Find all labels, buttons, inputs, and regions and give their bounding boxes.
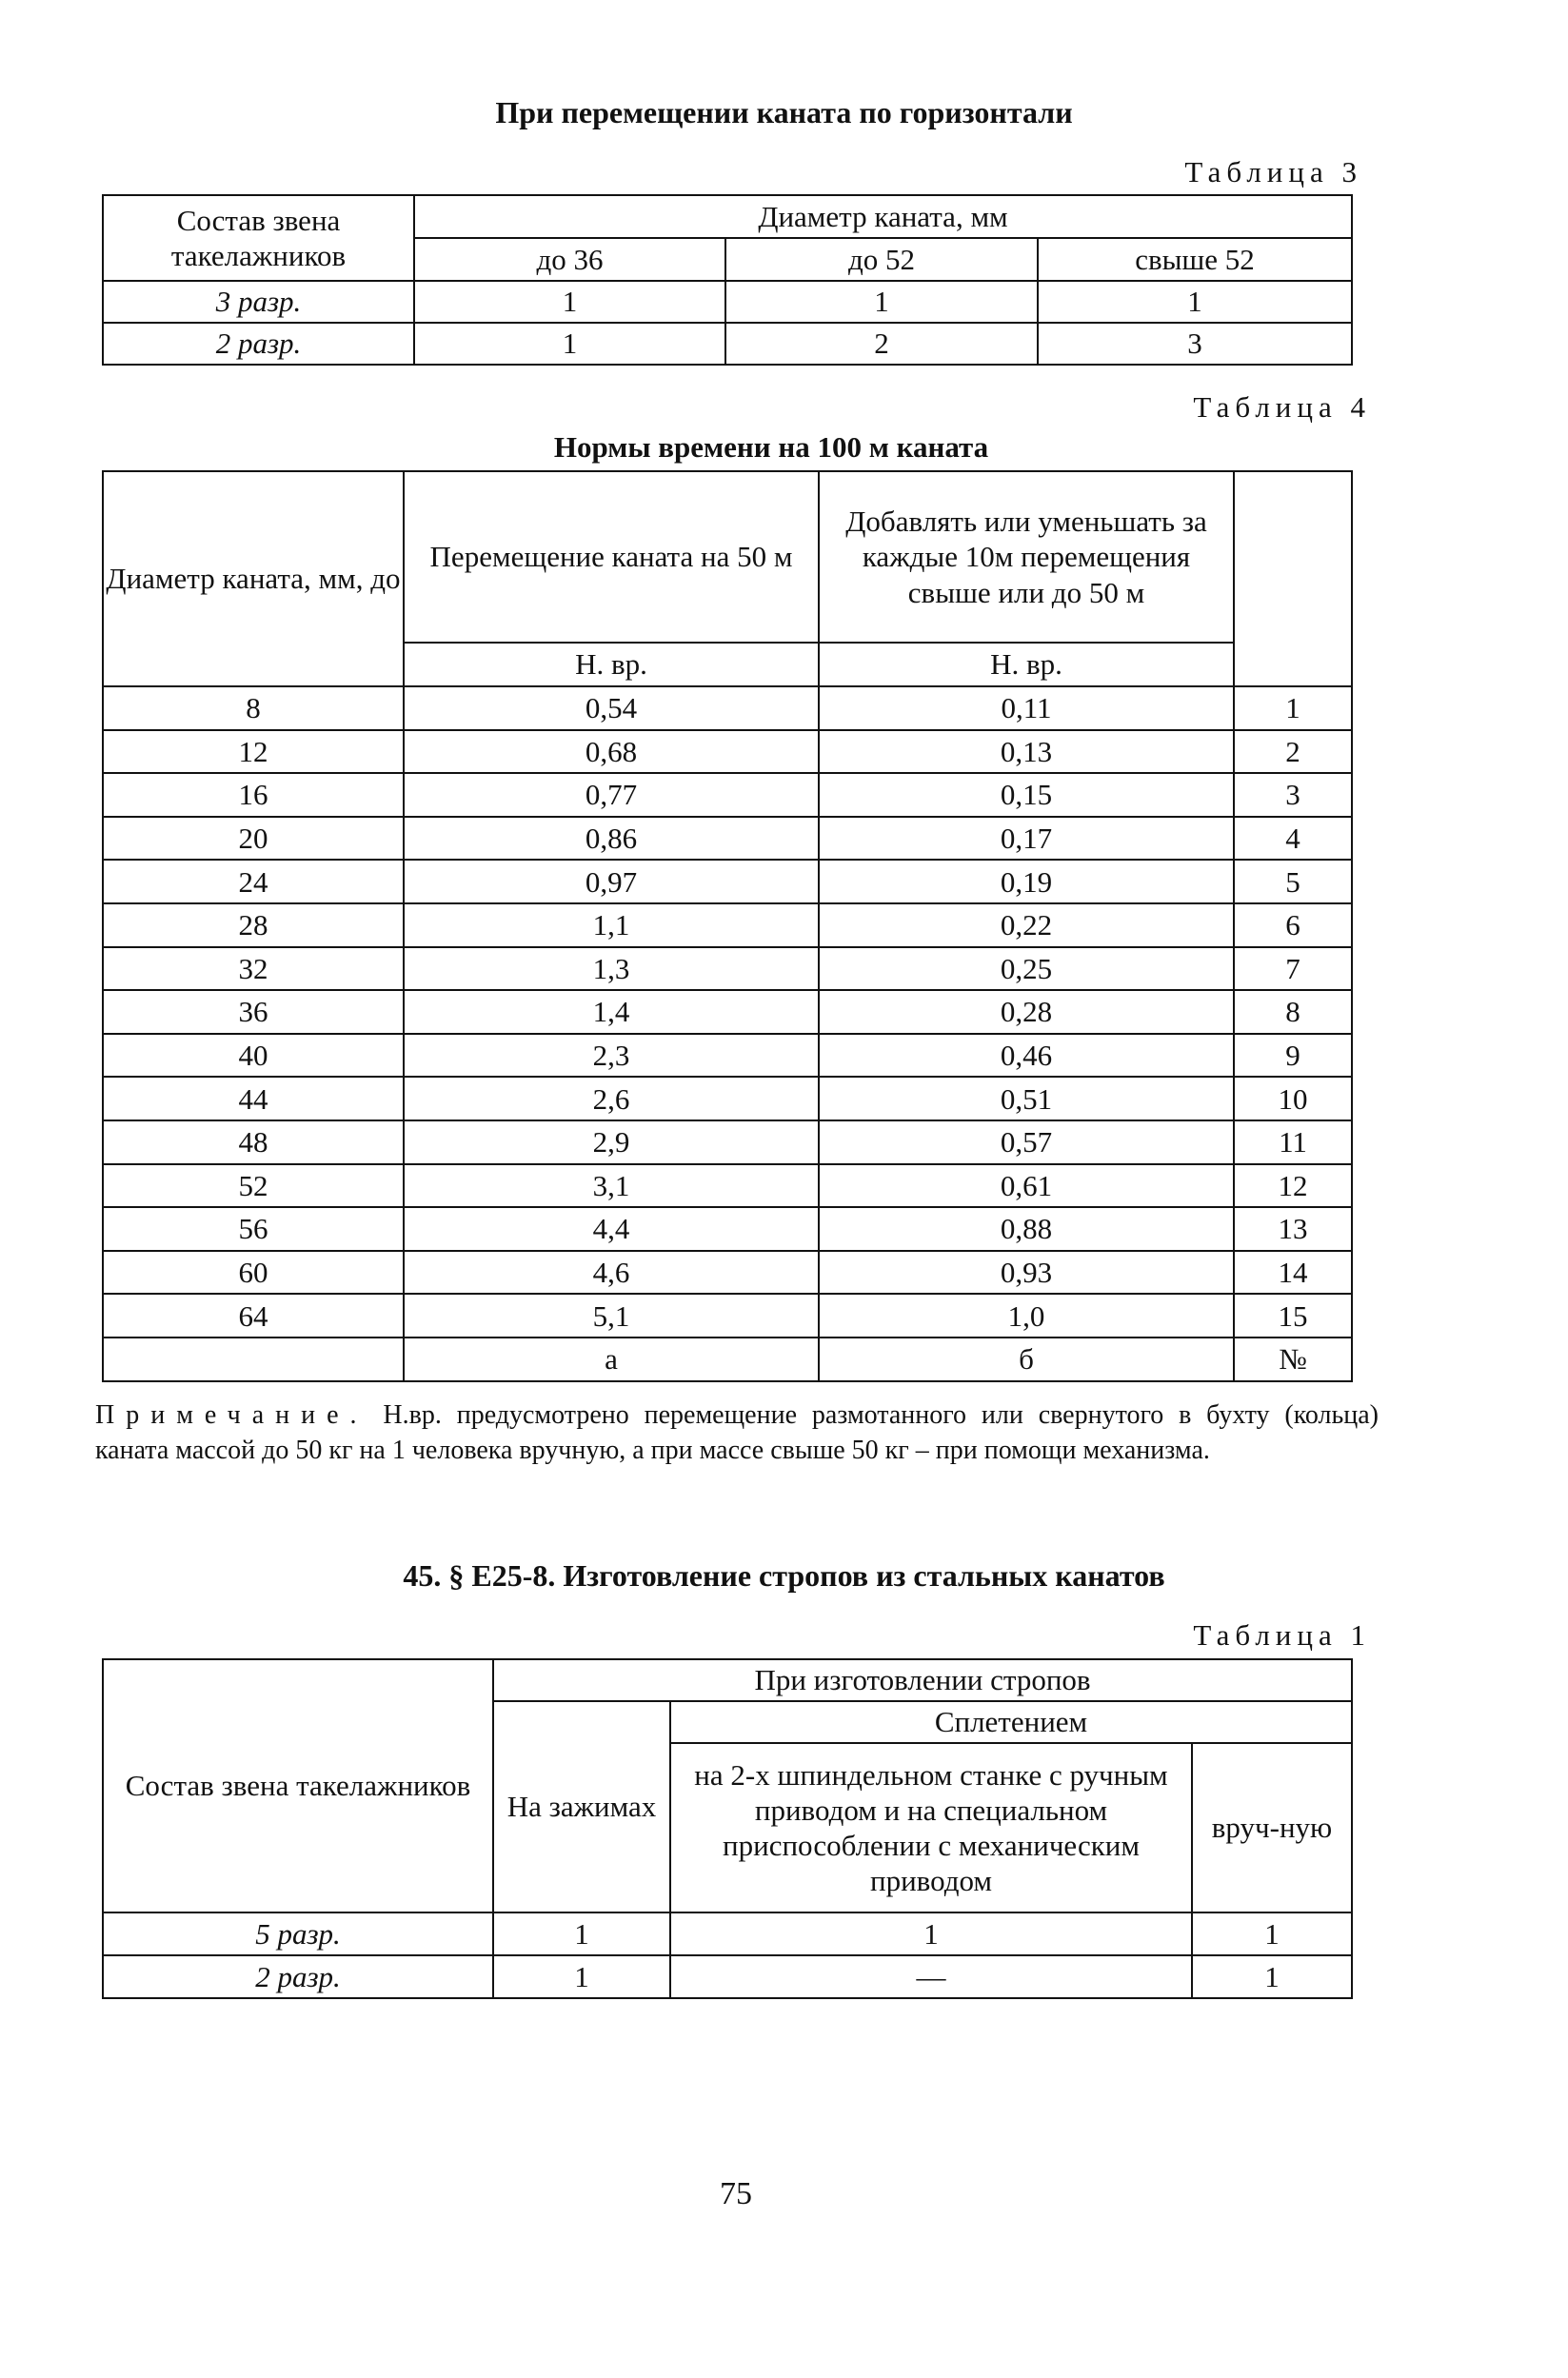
table1-head-weaving: Сплетением [670,1701,1352,1743]
table-cell: 1 [493,1955,670,1998]
table4-cell-a: 1,3 [404,947,819,991]
table4-cell-n: 4 [1234,817,1352,861]
table-cell: 1 [1192,1955,1352,1998]
table4-cell-a: 0,68 [404,730,819,774]
table-row [103,730,1352,774]
table4-cell-b: 0,61 [819,1164,1234,1208]
table3 [102,194,1353,366]
table-row [103,990,1352,1034]
table4-cell-a: 5,1 [404,1294,819,1338]
table4-unit-a: Н. вр. [404,643,819,686]
table4-cell-d: 32 [103,947,404,991]
rank-cell: 2 разр. [103,323,414,365]
table4-cell-d: 24 [103,860,404,903]
table1-head-composition: Состав звена такелажников [103,1659,493,1912]
table1 [102,1658,1353,1999]
page-number: 75 [720,2176,752,2211]
table4-cell-b: 0,51 [819,1077,1234,1120]
table4-cell-n: 3 [1234,773,1352,817]
table4-head-diameter: Диаметр каната, мм, до [103,471,404,686]
table4-cell-d: 28 [103,903,404,947]
table3-head-diameter: Диаметр каната, мм [414,195,1352,238]
table4-cell-a: 0,86 [404,817,819,861]
table4-cell-n: 15 [1234,1294,1352,1338]
table-cell: 2 [725,323,1038,365]
table-row [103,1164,1352,1208]
table4-cell-b: 0,46 [819,1034,1234,1078]
table4-cell-n: 8 [1234,990,1352,1034]
table4-cell-a: 0,77 [404,773,819,817]
rank-cell: 2 разр. [103,1955,493,1998]
table4-cell-d: 64 [103,1294,404,1338]
table4-cell-n: 7 [1234,947,1352,991]
table4-footer-row [103,1338,1352,1381]
table-cell: 1 [1192,1912,1352,1955]
table4 [102,470,1353,1382]
table4-cell-n: 11 [1234,1120,1352,1164]
table4-head-empty [1234,471,1352,686]
table-row [103,947,1352,991]
table4-head-move: Перемещение каната на 50 м [404,471,819,643]
rank-cell: 5 разр. [103,1912,493,1955]
note-text: Н.вр. предусмотрено перемещение размотанного или свернутого в бухту (кольца) каната массой до 50 кг на 1 человека вручную, а при массе свыше 50 кг – при помощи механизма. [95,1400,1379,1465]
table-row [103,817,1352,861]
table4-cell-n: 12 [1234,1164,1352,1208]
table1-head-manual: вруч-ную [1192,1743,1352,1912]
table4-cell-b: 0,28 [819,990,1234,1034]
table-row [103,323,1352,365]
section-heading: 45. § Е25-8. Изготовление стропов из стальных канатов [403,1558,1165,1593]
table4-footer-b: б [819,1338,1234,1381]
table4-footer-n: № [1234,1338,1352,1381]
table-row [103,1955,1352,1998]
table-row [103,1207,1352,1251]
table4-cell-a: 3,1 [404,1164,819,1208]
table4-cell-a: 1,4 [404,990,819,1034]
table4-label: Таблица 4 [1193,390,1371,424]
table4-cell-a: 4,4 [404,1207,819,1251]
table-row [103,1251,1352,1295]
table-row [103,860,1352,903]
table-row [103,1294,1352,1338]
table4-title: Нормы времени на 100 м каната [553,430,989,464]
table1-head-machine: на 2-х шпиндельном станке с ручным приводом и на специальном приспособлении с механическим приводом [670,1743,1192,1912]
table4-cell-a: 2,3 [404,1034,819,1078]
table4-unit-b: Н. вр. [819,643,1234,686]
table4-cell-d: 48 [103,1120,404,1164]
table1-head-clamps: На зажимах [493,1701,670,1912]
table-row [103,903,1352,947]
table4-cell-n: 6 [1234,903,1352,947]
table3-col-header: до 52 [725,238,1038,281]
table4-cell-a: 0,97 [404,860,819,903]
table3-head-composition: Состав звена такелажников [103,195,414,281]
table-row [103,773,1352,817]
table4-cell-d: 52 [103,1164,404,1208]
table-row [103,1120,1352,1164]
table4-cell-d: 12 [103,730,404,774]
table-cell: 1 [670,1912,1192,1955]
table4-cell-d: 20 [103,817,404,861]
table4-cell-d: 60 [103,1251,404,1295]
table-cell: 1 [414,323,725,365]
table4-cell-d: 36 [103,990,404,1034]
table4-cell-a: 2,9 [404,1120,819,1164]
table-cell: 1 [414,281,725,323]
table-cell: 1 [725,281,1038,323]
table4-cell-n: 14 [1234,1251,1352,1295]
table4-cell-b: 0,93 [819,1251,1234,1295]
table4-cell-b: 0,17 [819,817,1234,861]
note-label: Примечание. [95,1400,368,1430]
table3-col-header: свыше 52 [1038,238,1352,281]
table4-cell-d: 40 [103,1034,404,1078]
table4-cell-a: 2,6 [404,1077,819,1120]
table-row [103,1077,1352,1120]
table4-cell-b: 0,15 [819,773,1234,817]
table4-cell-b: 0,88 [819,1207,1234,1251]
rank-cell: 3 разр. [103,281,414,323]
table4-cell-b: 1,0 [819,1294,1234,1338]
table4-cell-d: 8 [103,686,404,730]
table-cell: 1 [1038,281,1352,323]
table4-cell-d: 56 [103,1207,404,1251]
table4-cell-n: 2 [1234,730,1352,774]
table1-label: Таблица 1 [1193,1618,1371,1652]
table4-cell-b: 0,22 [819,903,1234,947]
table4-cell-b: 0,19 [819,860,1234,903]
table4-cell-n: 5 [1234,860,1352,903]
table-row [103,1034,1352,1078]
table4-cell-a: 1,1 [404,903,819,947]
table4-cell-b: 0,57 [819,1120,1234,1164]
table4-head-add: Добавлять или уменьшать за каждые 10м перемещения свыше или до 50 м [819,471,1234,643]
table1-head-making: При изготовлении стропов [493,1659,1352,1701]
table4-cell-d: 44 [103,1077,404,1120]
table-row [103,686,1352,730]
table4-footer-a: а [404,1338,819,1381]
table-row [103,1912,1352,1955]
table4-cell-n: 9 [1234,1034,1352,1078]
table4-cell-n: 10 [1234,1077,1352,1120]
table-row [103,281,1352,323]
table4-cell-a: 0,54 [404,686,819,730]
table4-cell-n: 1 [1234,686,1352,730]
table3-label: Таблица 3 [1184,155,1362,188]
table4-cell-b: 0,11 [819,686,1234,730]
table4-note [95,1397,1379,1468]
table4-cell-d: 16 [103,773,404,817]
table-cell: 1 [493,1912,670,1955]
table4-cell-n: 13 [1234,1207,1352,1251]
table4-cell-a: 4,6 [404,1251,819,1295]
table3-col-header: до 36 [414,238,725,281]
table4-footer-empty [103,1338,404,1381]
table-cell: — [670,1955,1192,1998]
table4-cell-b: 0,25 [819,947,1234,991]
page-heading: При перемещении каната по горизонтали [495,95,1073,129]
table4-cell-b: 0,13 [819,730,1234,774]
table-cell: 3 [1038,323,1352,365]
